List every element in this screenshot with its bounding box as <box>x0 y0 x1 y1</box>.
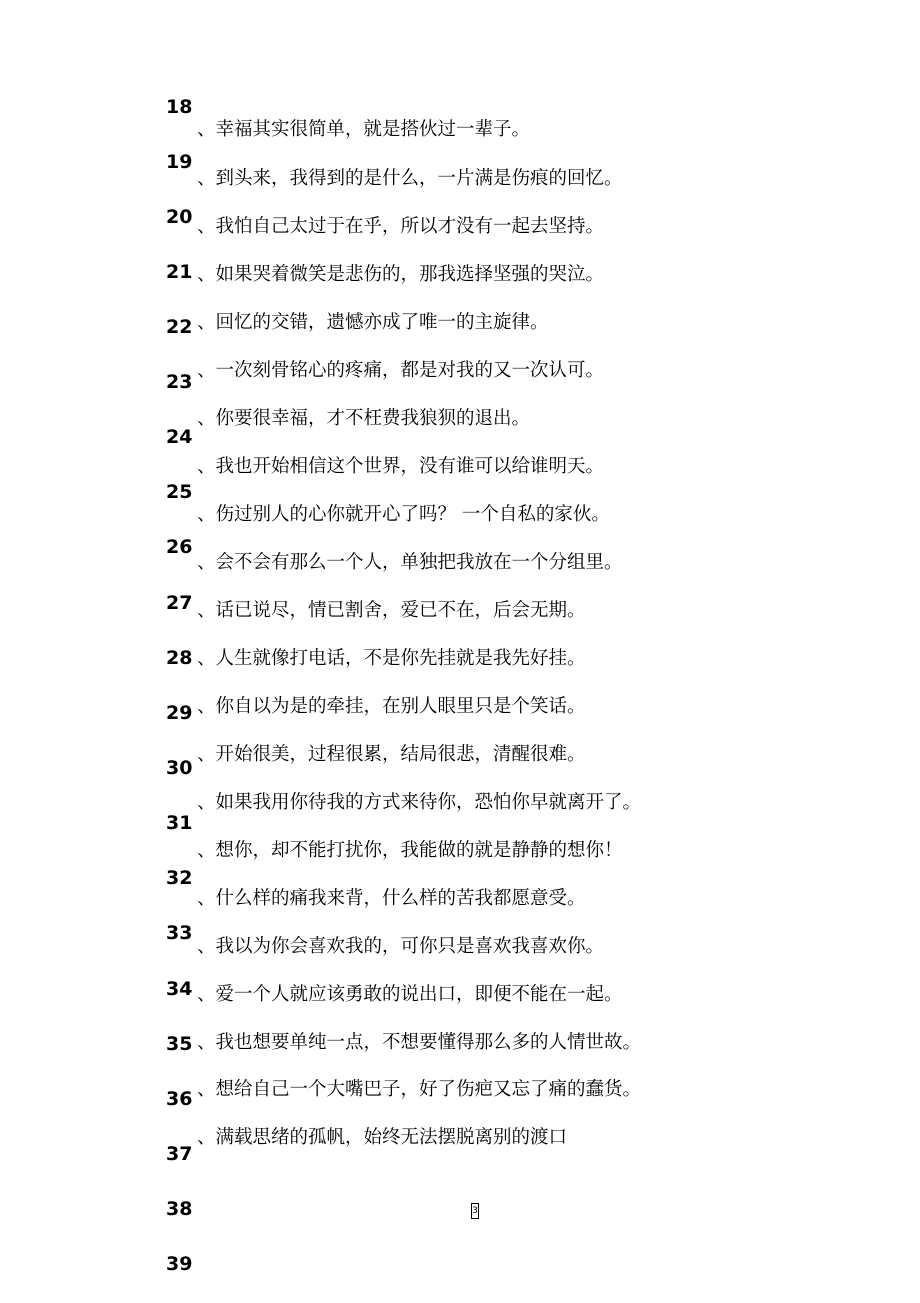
text-line: 、你要很幸福，才不枉费我狼狈的退出。 <box>197 408 531 429</box>
text-line: 、我也开始相信这个世界，没有谁可以给谁明天。 <box>197 456 605 477</box>
text-line: 、如果哭着微笑是悲伤的，那我选择坚强的哭泣。 <box>197 264 605 285</box>
item-number: 20 <box>166 206 193 228</box>
text-line: 、我以为你会喜欢我的，可你只是喜欢我喜欢你。 <box>197 936 605 957</box>
text-line: 、我也想要单纯一点，不想要懂得那么多的人情世故。 <box>197 1032 642 1053</box>
item-number: 26 <box>166 536 193 558</box>
item-number: 25 <box>166 481 193 503</box>
text-line: 、满载思绪的孤帆，始终无法摆脱离别的渡口 <box>197 1127 568 1148</box>
text-line: 、会不会有那么一个人，单独把我放在一个分组里。 <box>197 552 623 573</box>
item-number: 39 <box>166 1253 193 1275</box>
item-number: 18 <box>166 96 193 118</box>
item-number: 38 <box>166 1198 193 1220</box>
text-line: 、爱一个人就应该勇敢的说出口，即便不能在一起。 <box>197 984 623 1005</box>
text-line: 、开始很美，过程很累，结局很悲，清醒很难。 <box>197 744 586 765</box>
item-number: 32 <box>166 867 193 889</box>
item-number: 23 <box>166 371 193 393</box>
text-line: 、幸福其实很简单，就是搭伙过一辈子。 <box>197 119 531 140</box>
text-line: 、你自以为是的牵挂，在别人眼里只是个笑话。 <box>197 696 586 717</box>
item-number: 36 <box>166 1088 193 1110</box>
text-line: 、想你，却不能打扰你，我能做的就是静静的想你！ <box>197 840 623 861</box>
item-number: 21 <box>166 261 193 283</box>
text-line: 、人生就像打电话，不是你先挂就是我先好挂。 <box>197 648 586 669</box>
item-number: 37 <box>166 1143 193 1165</box>
item-number: 24 <box>166 426 193 448</box>
page-number: 3 <box>471 1203 479 1219</box>
text-line: 、伤过别人的心你就开心了吗？ 一个自私的家伙。 <box>197 504 610 525</box>
item-number: 22 <box>166 316 193 338</box>
item-number: 29 <box>166 702 193 724</box>
text-line: 、一次刻骨铭心的疼痛，都是对我的又一次认可。 <box>197 360 605 381</box>
text-line: 、到头来，我得到的是什么，一片满是伤痕的回忆。 <box>197 168 623 189</box>
item-number: 19 <box>166 151 193 173</box>
text-line: 、什么样的痛我来背，什么样的苦我都愿意受。 <box>197 888 586 909</box>
item-number: 34 <box>166 978 193 1000</box>
text-line: 、想给自己一个大嘴巴子，好了伤疤又忘了痛的蠢货。 <box>197 1079 642 1100</box>
text-line: 、话已说尽，情已割舍，爱已不在，后会无期。 <box>197 600 586 621</box>
text-line: 、如果我用你待我的方式来待你，恐怕你早就离开了。 <box>197 792 642 813</box>
text-line: 、我怕自己太过于在乎，所以才没有一起去坚持。 <box>197 216 605 237</box>
text-line: 、回忆的交错，遗憾亦成了唯一的主旋律。 <box>197 312 549 333</box>
item-number: 33 <box>166 922 193 944</box>
item-number: 35 <box>166 1033 193 1055</box>
item-number: 27 <box>166 592 193 614</box>
item-number: 31 <box>166 812 193 834</box>
item-number: 28 <box>166 647 193 669</box>
item-number: 30 <box>166 757 193 779</box>
